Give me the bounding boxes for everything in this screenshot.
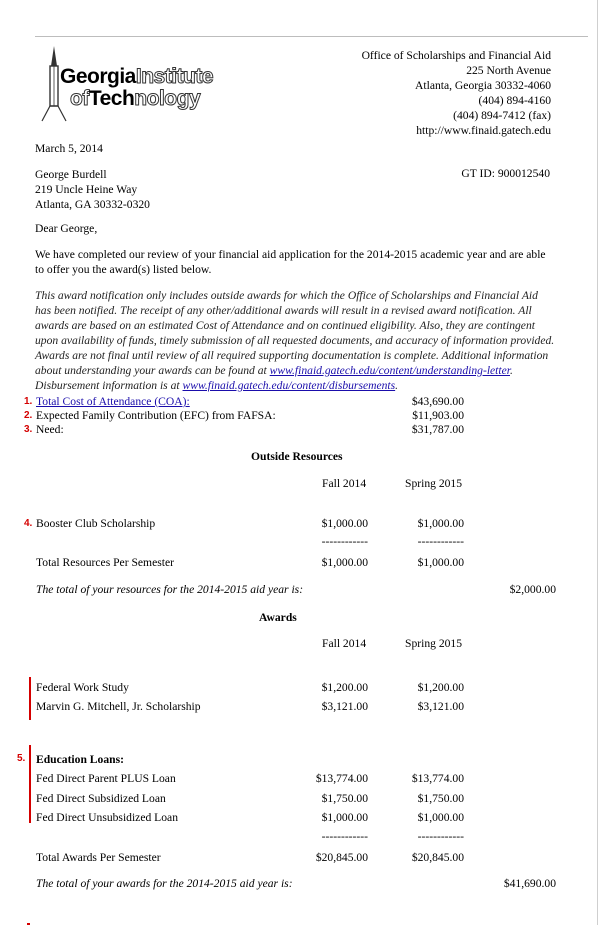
efc-label: Expected Family Contribution (EFC) from FAFSA: — [36, 409, 276, 422]
recipient-street: 219 Uncle Heine Way — [35, 183, 138, 196]
awards-dashes-fall: ------------ — [321, 830, 368, 843]
logo-line-2 — [70, 88, 200, 110]
outside-resources-heading: Outside Resources — [251, 450, 343, 463]
loan-row-spring: $1,000.00 — [417, 811, 464, 824]
office-phone: (404) 894-4160 — [478, 94, 551, 107]
awards-col-spring: Spring 2015 — [405, 637, 463, 650]
outside-item-fall: $1,000.00 — [321, 517, 368, 530]
award-row-name: Marvin G. Mitchell, Jr. Scholarship — [36, 700, 201, 713]
logo-word-nology: nology — [134, 87, 201, 110]
logo-word-georgia: Georgia — [60, 65, 136, 88]
marker-4: 4. — [24, 518, 33, 529]
awards-year-text: The total of your awards for the 2014-2015 aid year is: — [36, 877, 293, 890]
efc-amount: $11,903.00 — [412, 409, 464, 422]
awards-total-name: Total Awards Per Semester — [36, 851, 161, 864]
awards-year-amount: $41,690.00 — [503, 877, 556, 890]
loan-row-spring: $13,774.00 — [411, 772, 464, 785]
office-city: Atlanta, Georgia 30332-4060 — [415, 79, 551, 92]
outside-dashes-fall: ------------ — [321, 535, 368, 548]
logo-word-of: of — [70, 87, 89, 110]
loan-row-name: Fed Direct Subsidized Loan — [36, 792, 166, 805]
need-label: Need: — [36, 423, 64, 436]
outside-item-name: Booster Club Scholarship — [36, 517, 156, 530]
office-fax: (404) 894-7412 (fax) — [453, 109, 551, 122]
marker-1: 1. — [24, 396, 33, 407]
intro-paragraph: We have completed our review of your financial aid application for the 2014-2015 academic year and are able to offer you the award(s) listed below. — [35, 248, 546, 276]
recipient-name: George Burdell — [35, 168, 107, 181]
loan-row-fall: $1,750.00 — [321, 792, 368, 805]
awards-col-fall: Fall 2014 — [322, 637, 367, 650]
outside-col-spring: Spring 2015 — [405, 477, 463, 490]
loan-row-fall: $1,000.00 — [321, 811, 368, 824]
award-row-fall: $1,200.00 — [321, 681, 368, 694]
office-street: 225 North Avenue — [466, 64, 551, 77]
outside-item-spring: $1,000.00 — [417, 517, 464, 530]
award-row-name: Federal Work Study — [36, 681, 129, 694]
outside-year-text: The total of your resources for the 2014-2015 aid year is: — [36, 583, 304, 596]
gt-id: GT ID: 900012540 — [461, 167, 550, 180]
page-edge — [597, 0, 598, 925]
outside-total-fall: $1,000.00 — [321, 556, 368, 569]
award-row-spring: $1,200.00 — [417, 681, 464, 694]
disbursements-link[interactable]: www.finaid.gatech.edu/content/disbursements — [182, 379, 396, 392]
understanding-letter-link[interactable]: www.finaid.gatech.edu/content/understanding-letter — [269, 364, 510, 377]
awards-heading: Awards — [259, 611, 297, 624]
header-rule — [35, 36, 588, 37]
awards-total-spring: $20,845.00 — [411, 851, 464, 864]
office-address — [362, 48, 551, 138]
logo-word-tech: Tech — [88, 87, 135, 110]
loan-row-name: Fed Direct Unsubsidized Loan — [36, 811, 178, 824]
loan-row-spring: $1,750.00 — [417, 792, 464, 805]
loan-row-name: Fed Direct Parent PLUS Loan — [36, 772, 176, 785]
office-url: http://www.finaid.gatech.edu — [416, 124, 551, 137]
award-row-fall: $3,121.00 — [321, 700, 368, 713]
outside-total-name: Total Resources Per Semester — [36, 556, 174, 569]
recipient-address — [35, 167, 150, 212]
loans-heading: Education Loans: — [36, 753, 124, 766]
logo-word-institute: Institute — [135, 65, 214, 88]
office-name: Office of Scholarships and Financial Aid — [361, 49, 551, 62]
letter-date: March 5, 2014 — [35, 142, 103, 155]
notice-mid: . Disbursement information is at — [35, 364, 513, 392]
notice-end: . — [395, 379, 399, 392]
recipient-city: Atlanta, GA 30332-0320 — [35, 198, 150, 211]
notice-text: This award notification only includes outside awards for which the Office of Scholarships and Financial Aid has been notified. The receipt of any other/additional awards will result in a revised award notification. All awards are based on an estimated Cost of Attendance and on continued eligibility. Also, they are contingent upon availability of funds, timely submission of all requested documents, and accuracy of information provided. Awards are not final until review of all required supporting documentation is complete. Additional information about understanding your awards can be found at — [35, 289, 555, 377]
logo-line-1 — [60, 66, 213, 88]
loan-row-fall: $13,774.00 — [315, 772, 368, 785]
marker-2: 2. — [24, 410, 33, 421]
awards-total-fall: $20,845.00 — [315, 851, 368, 864]
outside-dashes-spring: ------------ — [417, 535, 464, 548]
outside-col-fall: Fall 2014 — [322, 477, 367, 490]
coa-amount: $43,690.00 — [411, 395, 464, 408]
coa-link[interactable]: Total Cost of Attendance (COA): — [36, 395, 190, 408]
outside-total-spring: $1,000.00 — [417, 556, 464, 569]
marker-3: 3. — [24, 424, 33, 435]
awards-annotation-bar — [29, 677, 31, 720]
loans-annotation-bar — [29, 745, 31, 823]
award-row-spring: $3,121.00 — [417, 700, 464, 713]
notice-paragraph — [35, 288, 555, 393]
awards-dashes-spring: ------------ — [417, 830, 464, 843]
greeting: Dear George, — [35, 222, 98, 235]
marker-5: 5. — [17, 753, 26, 764]
need-amount: $31,787.00 — [411, 423, 464, 436]
outside-year-amount: $2,000.00 — [509, 583, 556, 596]
